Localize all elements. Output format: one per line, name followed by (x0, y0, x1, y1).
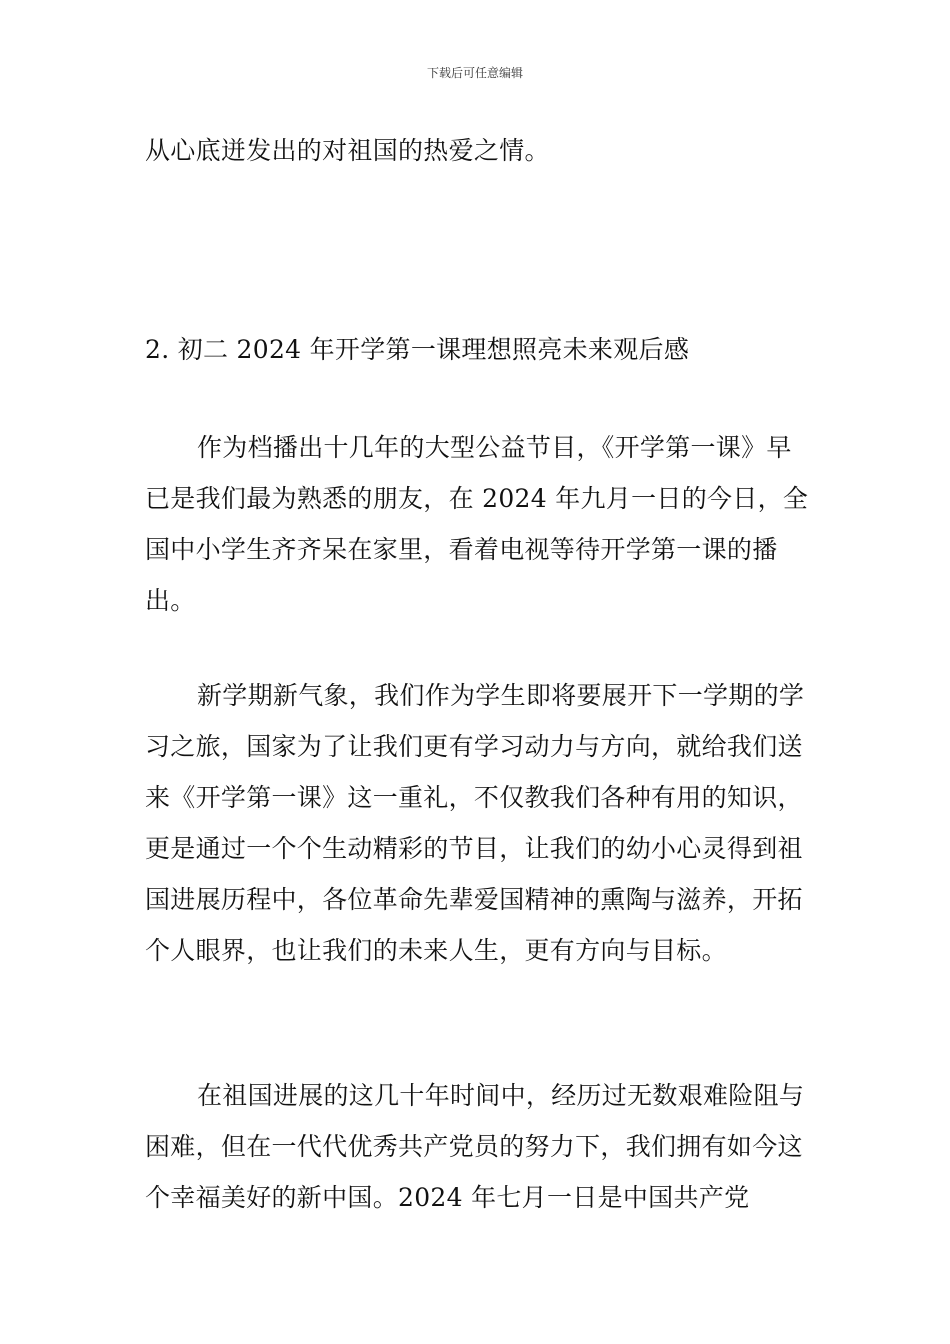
paragraph-text: 新学期新气象，我们作为学生即将要展开下一学期的学习之旅，国家为了让我们更有学习动力与方向，就给我们送来《开学第一课》这一重礼，不仅教我们各种有用的知识，更是通过一个个生动精彩的节目，让我们的幼小心灵得到祖国进展历程中，各位革命先辈爱国精神的熏陶与滋养，开拓个人眼界，也让我们的未来人生，更有方向与目标。 (145, 681, 805, 965)
continuation-paragraph: 从心底迸发出的对祖国的热爱之情。 (145, 136, 550, 165)
page-header-note: 下载后可任意编辑 (426, 66, 523, 80)
paragraph-text: 在祖国进展的这几十年时间中，经历过无数艰难险阻与困难，但在一代代优秀共产党员的努力下，我们拥有如今这个幸福美好的新中国。2024 年七月一日是中国共产党 (145, 1081, 805, 1212)
paragraph-text: 作为档播出十几年的大型公益节目，《开学第一课》早已是我们最为熟悉的朋友，在 2024 年九月一日的今日，全国中小学生齐齐呆在家里，看着电视等待开学第一课的播出。 (145, 433, 809, 615)
body-paragraph-1 (145, 422, 810, 626)
body-paragraph-2 (145, 670, 810, 976)
section-heading (145, 324, 810, 375)
section-heading-text: 2. 初二 2024 年开学第一课理想照亮未来观后感 (145, 335, 690, 364)
body-paragraph-3 (145, 1070, 810, 1223)
continuation-text (145, 125, 810, 176)
